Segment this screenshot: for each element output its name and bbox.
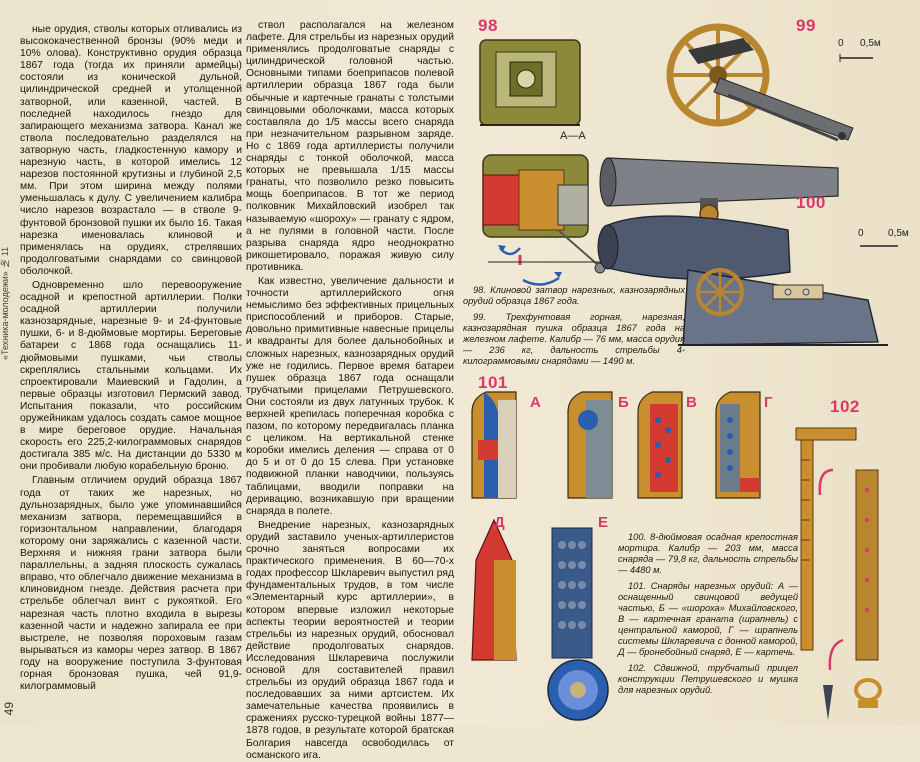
caption-100: 100. 8-дюймовая осадная крепостная мортира. Калибр — 203 мм, масса снаряда — 79,8 кг, дальность стрельбы — 4480 м.: [618, 532, 798, 575]
figure-100-number: 100: [796, 193, 826, 212]
figure-102-number: 102: [830, 397, 860, 416]
figure-99-number: 99: [796, 16, 816, 35]
section-label: А—А: [560, 130, 586, 142]
paragraph: Внедрение нарезных, казнозарядных орудий заставило ученых-артиллеристов срочно заняться вопросами их практического применения. В 60—70-х годах профессор Шкларевич выпустил ряд фундаментальных трудов, в том числе «Элементарный курс артиллерии», в котором впервые изложил некоторые аспекты теории вероятностей и теории стрельбы из нарезных орудий, обосновал действие продолговатых снарядов. Исследования Шкларевича послужили основой для составителей правил стрельбы из орудий образца 1867 года и последовавших за ними артсистем. Их замечательные качества проявились в сражениях русско-турецкой войны 1877—1878 годов, в результате которой братская Болгария навсегда освободилась от османского ига.: [246, 519, 454, 761]
caption-101: 101. Снаряды нарезных орудий: А — оснащенный свинцовой ведущей частью, Б — «шороха» Михайловского, В — картечная граната (шрапнель) с центральной каморой, Г — шрапнель системы Шкларевича с донной каморой, Д — бронебойный снаряд, Е — картечь.: [618, 581, 798, 657]
caption-98: 98. Клиновой затвор нарезных, казнозарядных орудий образца 1867 года.: [463, 285, 685, 306]
paragraph: Как известно, увеличение дальности и точности артиллерийского огня немыслимо без эффективных прицельных приспособлений и приборов. Старые, довольно примитивные навесные прицелы и квадранты для более дальнобойных и сложных нарезных, казнозарядных орудий уже не годились. Первое время батареи пушек образца 1867 года оснащали трубчатыми прицелами Петрушевского. Они состояли из двух латунных трубок. К верхней крепилась поперечная коробка с пазом, по которому передвигалась планка с целиком. На вертикальной стенке коробки имелись деления — справа от 0 до 5 и от 0 до 15 слева. При установке подвижной планки наводчики, пользуясь таблицами, вводили поправки на деривацию, возникавшую при вращении снаряда в полете.: [246, 275, 454, 517]
illustrations-area: [458, 0, 920, 725]
paragraph: ствол располагался на железном лафете. Для стрельбы из нарезных орудий применялись продолговатые снаряды с цилиндрической головной частью. Основными типами боеприпасов полевой артиллерии образца 1867 года были обычные и картечные гранаты с толстыми свинцовыми оболочками, масса которых составляла до 1/5 массы всего снаряда при незначительном разрывном заряде. Но с 1869 года артиллеристы получили снаряды с тонкой оболочкой, масса которых не превышала 1/15 массы гранаты, что позволило резко повысить мощь боеприпасов. В тот же период полковник Михайловский изобрел так называемую «шороху» — гранату с ядром, а не пулями в головной части. После разрыва снаряда ядро неоднократно рикошетировало, поражая живую силу противника.: [246, 20, 454, 273]
text-column-2: [246, 20, 454, 761]
magazine-side-title: «Техника-молодежи» № 11: [0, 246, 10, 360]
shell-label-b: Б: [618, 394, 629, 411]
scale-end: 0,5м: [860, 38, 881, 49]
figure-98-number: 98: [478, 16, 498, 35]
shell-label-v: В: [686, 394, 697, 411]
page-number: 49: [2, 701, 16, 715]
shell-label-e: Е: [598, 514, 609, 531]
caption-99: 99. Трехфунтовая горная, нарезная, казнозарядная пушка образца 1867 года на железном лафете. Калибр — 76 мм, масса орудия — 236 кг, дальность стрельбы 4-килограммовыми снарядами — 1490 м.: [463, 312, 685, 366]
paragraph: Главным отличием орудий образца 1867 года от таких же нарезных, но дульнозарядных, было уже упоминавшийся механизм затвора, перемещавшийся в горизонтальном направлении, благодаря которому они заряжались с казенной части. Верхняя и нижняя грани затвора были параллельны, а задняя плоскость сужалась вправо, что облегчало движение механизма в клиновидном гнезде. Действия расчета при стрельбе облегчал винт с рукояткой. Его нарезная часть плотно входила в вырезы казенной части и надежно запирала ее при выстреле, не позволяя пороховым газам вырываться из каморы через затвор. В 1867 году на вооружение поступила 3-фунтовая горная бронзовая пушка, чей 91,9-килограммовый: [20, 475, 242, 693]
scale-end: 0,5м: [888, 228, 909, 239]
scale-zero: 0: [858, 228, 864, 239]
paragraph: Одновременно шло перевооружение осадной и крепостной артиллерии. Полки осадной артиллерии получили казнозарядные, нарезные 9- и 24-фунтовые пушки, 6- и 8-дюймовые мортиры. Береговые батареи с 1868 года оснащались 11-дюймовыми пушками, чьи стволы скреплялись стальными кольцами. Их спроектировали Маиевский и Гадолин, а первые образцы изготовил Пермский завод. Испытания показали, что российским оружейникам удалось создать самое мощное в мире береговое орудие. Начальная скорость его 225,2-килограммовых снарядов достигала 385 м/с. На дистанции до 5330 м они пробивали любую корабельную броню.: [20, 279, 242, 473]
shell-label-g: Г: [764, 394, 773, 411]
figure-captions-100-102: [618, 532, 798, 701]
figure-101-number: 101: [478, 373, 508, 392]
shell-label-a: А: [530, 394, 541, 411]
text-column-1: [20, 24, 242, 721]
scale-zero: 0: [838, 38, 844, 49]
paragraph: ные орудия, стволы которых отливались из высококачественной бронзы (90% меди и 10% олова). Конструктивно орудия образца 1867 года (тогда их приняли армейцы) состояли из конической дульной, цилиндрической средней и утолщенной затворной, или казенной, частей. В последней находилось гнездо для запирающего механизма затвора. Канал же ствола последовательно разделялся на затворную часть, гладкостенную камору и нарезную часть, в которой имелись 12 нарезов постоянной крутизны и глубиной 2,5 мм. При этом ширина между полями уменьшалась к дулу. С увеличением калибра число нарезов возрастало — в стволе 9-фунтовой бронзовой пушки их было 16. Такая нарезка именовалась клиновой и применялась на орудиях, стрелявших продолговатыми снарядами со свинцовой оболочкой.: [20, 24, 242, 277]
caption-102: 102. Сдвижной, трубчатый прицел конструкции Петрушевского и мушка для нарезных орудий.: [618, 663, 798, 695]
shell-label-d: Д: [494, 514, 505, 531]
